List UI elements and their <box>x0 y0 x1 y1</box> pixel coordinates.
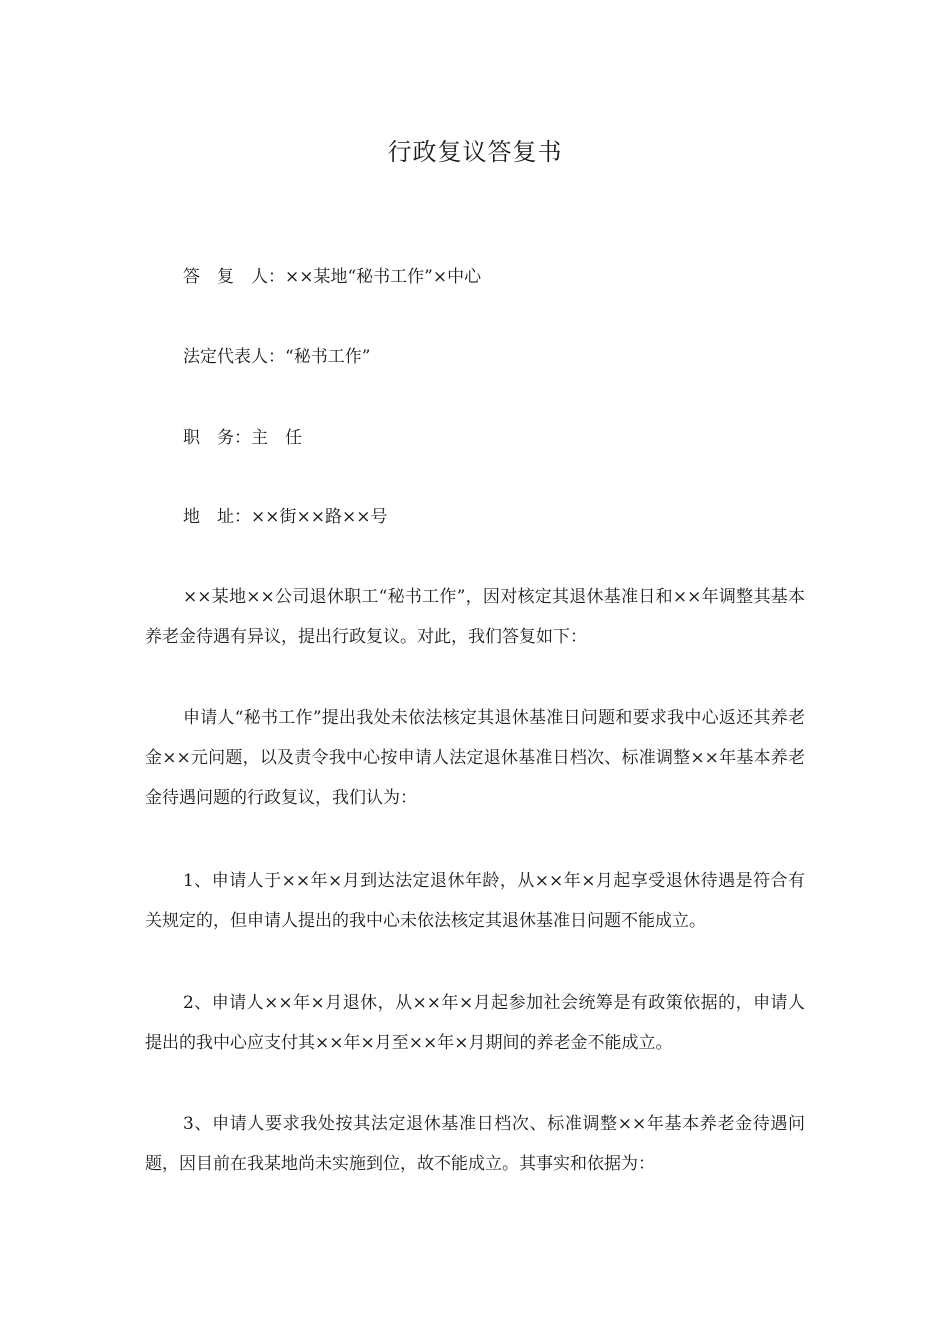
legal-representative-line: 法定代表人：“秘书工作” <box>183 347 371 367</box>
address-line: 地 址：××街××路××号 <box>183 507 388 527</box>
point-3-paragraph: 3、申请人要求我处按其法定退休基准日档次、标准调整××年基本养老金待遇问题，因目前在我某地尚未实施到位，故不能成立。其事实和依据为： <box>145 1114 805 1174</box>
position-line: 职 务：主 任 <box>183 428 302 448</box>
intro-paragraph: ××某地××公司退休职工“秘书工作”，因对核定其退休基准日和××年调整其基本养老金待遇有异议，提出行政复议。对此，我们答复如下： <box>145 587 805 647</box>
point-1-paragraph: 1、申请人于××年×月到达法定退休年龄，从××年×月起享受退休待遇是符合有关规定的，但申请人提出的我中心未依法核定其退休基准日问题不能成立。 <box>145 871 805 931</box>
claims-paragraph: 申请人“秘书工作”提出我处未依法核定其退休基准日问题和要求我中心返还其养老金××元问题，以及责令我中心按申请人法定退休基准日档次、标准调整××年基本养老金待遇问题的行政复议，我们认为： <box>145 708 805 808</box>
point-2-paragraph: 2、申请人××年×月退休，从××年×月起参加社会统筹是有政策依据的，申请人提出的我中心应支付其××年×月至××年×月期间的养老金不能成立。 <box>145 993 805 1053</box>
document-title: 行政复议答复书 <box>387 138 563 166</box>
respondent-line: 答 复 人：××某地“秘书工作”×中心 <box>183 267 482 287</box>
